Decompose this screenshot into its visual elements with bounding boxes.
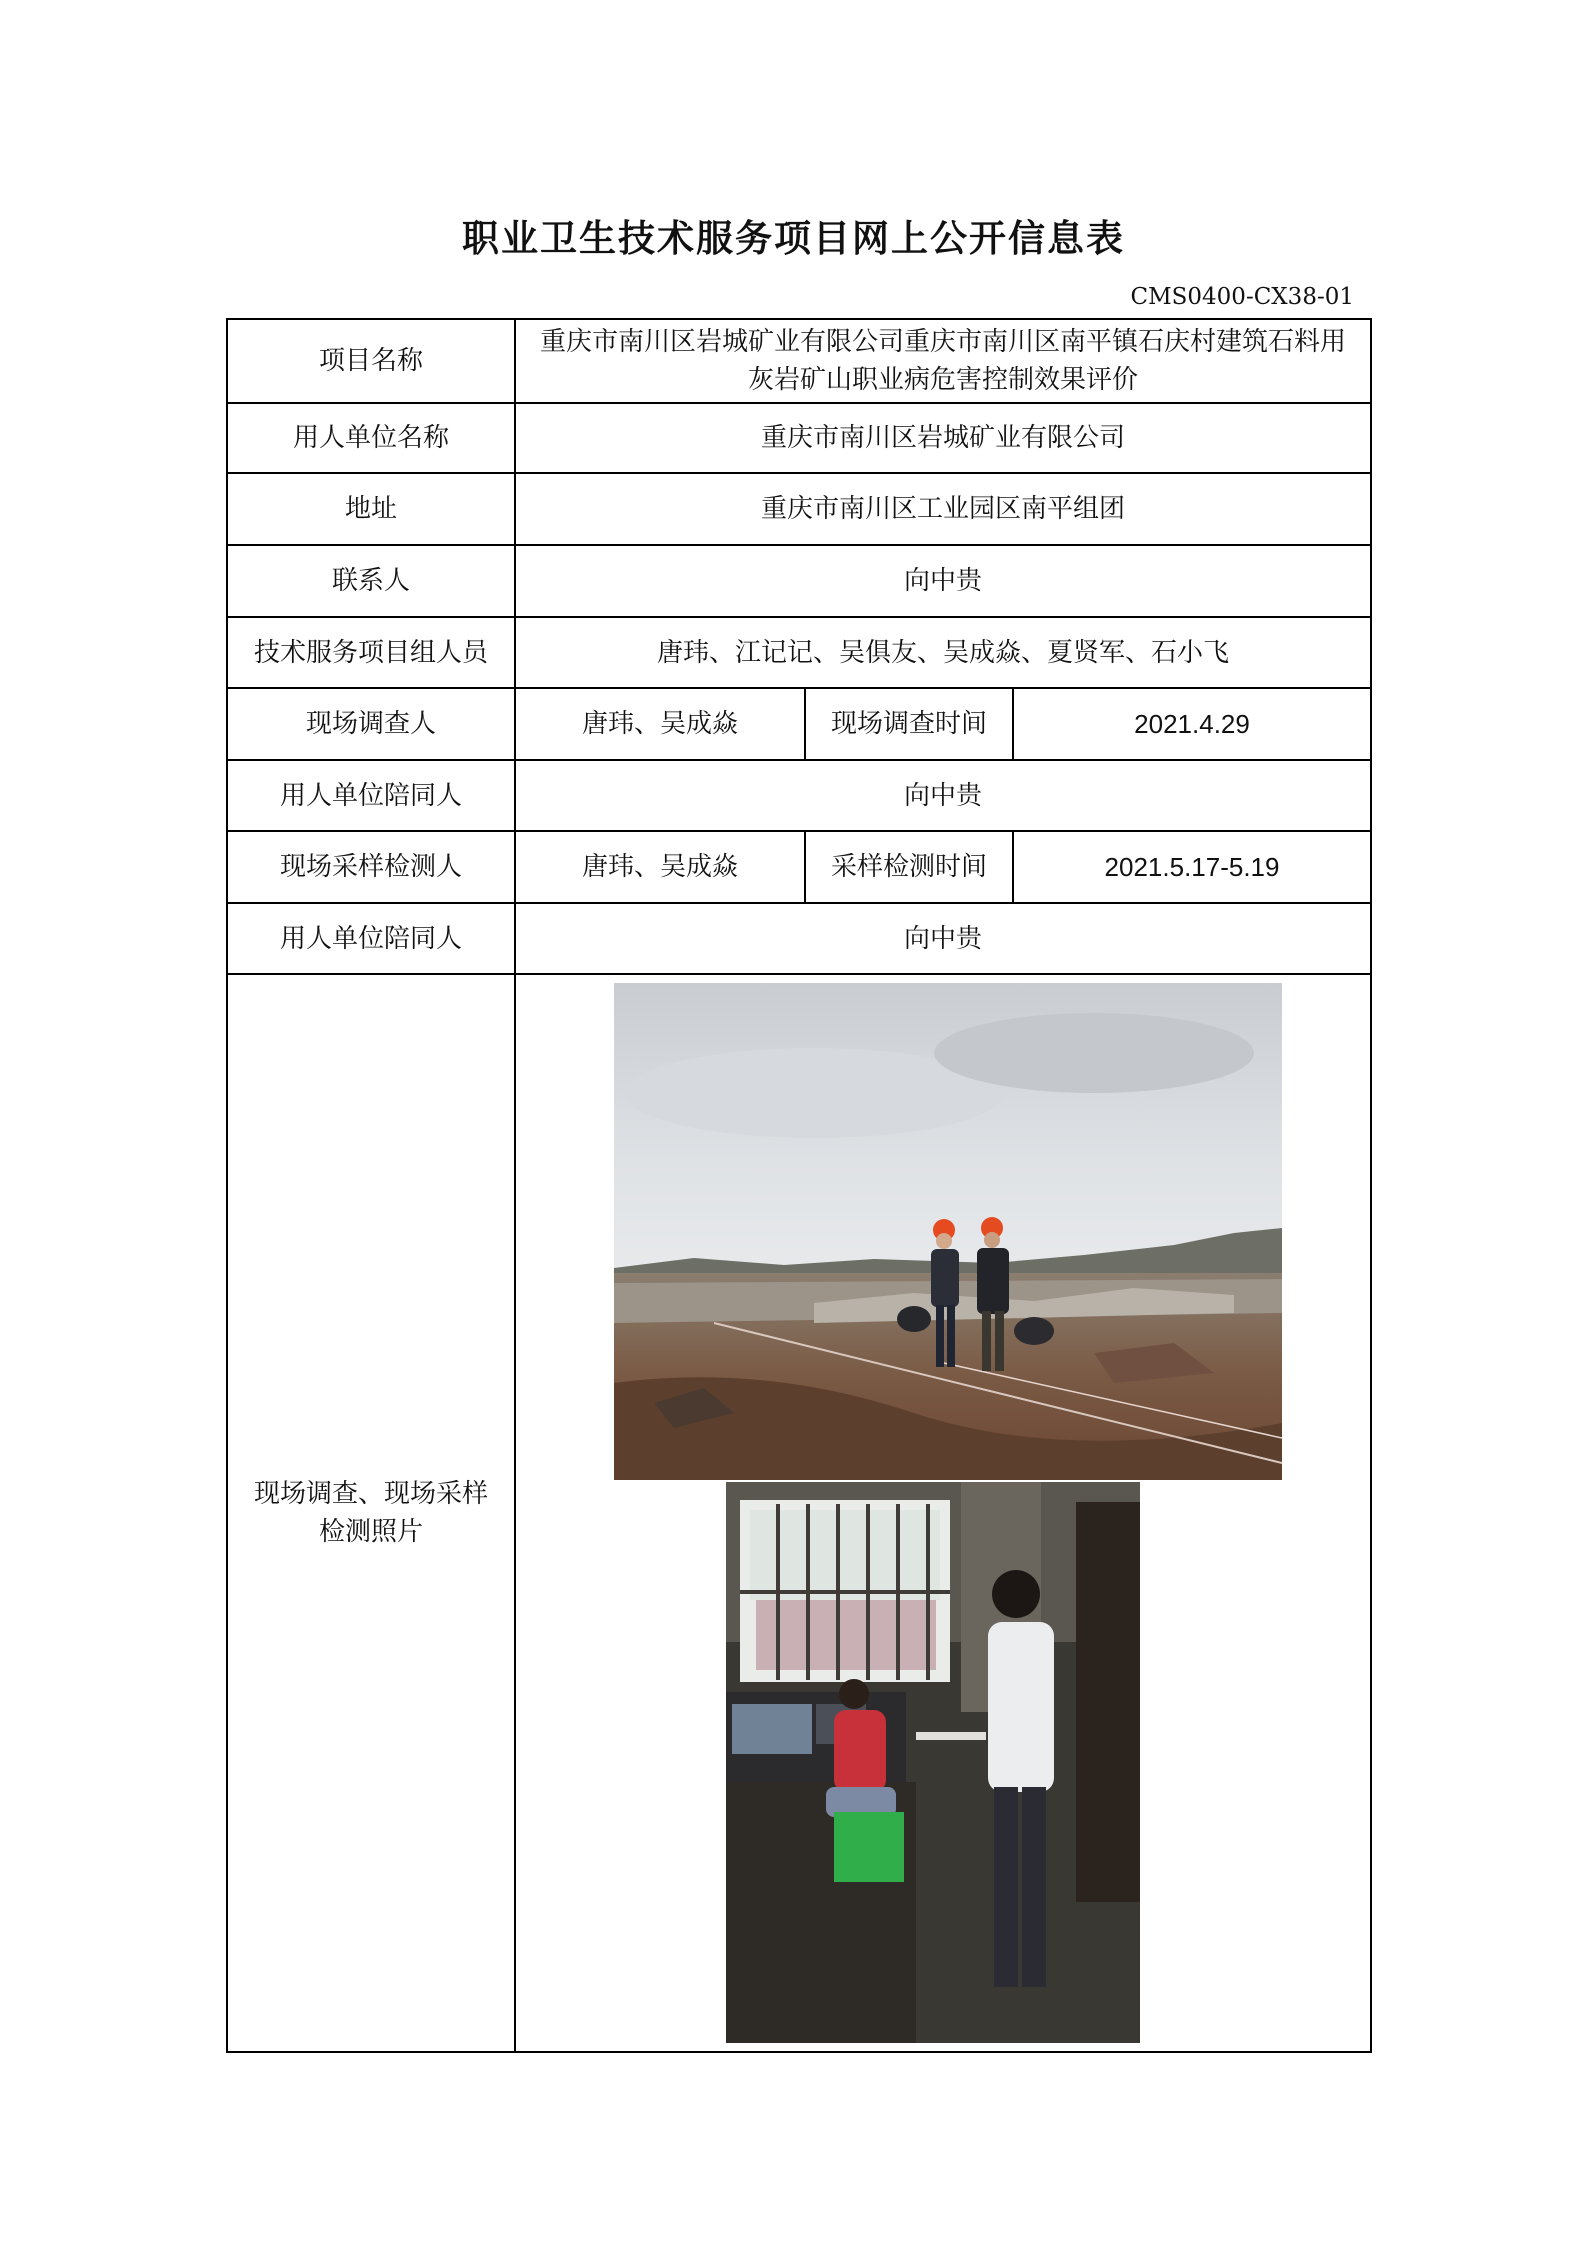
- survey-time-value: 2021.4.29: [1013, 688, 1371, 760]
- contact-value: 向中贵: [515, 545, 1371, 617]
- sampling-label: 现场采样检测人: [227, 831, 515, 903]
- survey-escort-label: 用人单位陪同人: [227, 760, 515, 831]
- photos-cell: [515, 974, 1371, 2052]
- sampling-time-label: 采样检测时间: [805, 831, 1013, 903]
- employer-name-label: 用人单位名称: [227, 403, 515, 473]
- sampling-time-value: 2021.5.17-5.19: [1013, 831, 1371, 903]
- team-value: 唐玮、江记记、吴俱友、吴成焱、夏贤军、石小飞: [515, 617, 1371, 688]
- sampling-photo: [726, 1482, 1140, 2043]
- project-name-value: 重庆市南川区岩城矿业有限公司重庆市南川区南平镇石庆村建筑石料用灰岩矿山职业病危害控制效果评价: [515, 319, 1371, 403]
- document-number: CMS0400-CX38-01: [1130, 284, 1354, 310]
- sampling-value: 唐玮、吴成焱: [515, 831, 805, 903]
- survey-time-label: 现场调查时间: [805, 688, 1013, 760]
- address-value: 重庆市南川区工业园区南平组团: [515, 473, 1371, 545]
- project-name-label: 项目名称: [227, 319, 515, 403]
- table-row: [227, 473, 1371, 545]
- table-row: [227, 319, 1371, 403]
- table-row: [227, 545, 1371, 617]
- survey-value: 唐玮、吴成焱: [515, 688, 805, 760]
- contact-label: 联系人: [227, 545, 515, 617]
- document-title: 职业卫生技术服务项目网上公开信息表: [462, 216, 1125, 260]
- employer-name-value: 重庆市南川区岩城矿业有限公司: [515, 403, 1371, 473]
- survey-label: 现场调查人: [227, 688, 515, 760]
- sampling-escort-value: 向中贵: [515, 903, 1371, 974]
- site-survey-photo: [614, 983, 1282, 1480]
- table-row: [227, 831, 1371, 903]
- table-row: [227, 974, 1371, 2052]
- table-row: [227, 403, 1371, 473]
- info-table: [226, 318, 1372, 2053]
- table-row: [227, 903, 1371, 974]
- survey-escort-value: 向中贵: [515, 760, 1371, 831]
- photos-label: 现场调查、现场采样检测照片: [227, 974, 515, 2052]
- address-label: 地址: [227, 473, 515, 545]
- sampling-escort-label: 用人单位陪同人: [227, 903, 515, 974]
- table-row: [227, 688, 1371, 760]
- table-row: [227, 760, 1371, 831]
- team-label: 技术服务项目组人员: [227, 617, 515, 688]
- table-row: [227, 617, 1371, 688]
